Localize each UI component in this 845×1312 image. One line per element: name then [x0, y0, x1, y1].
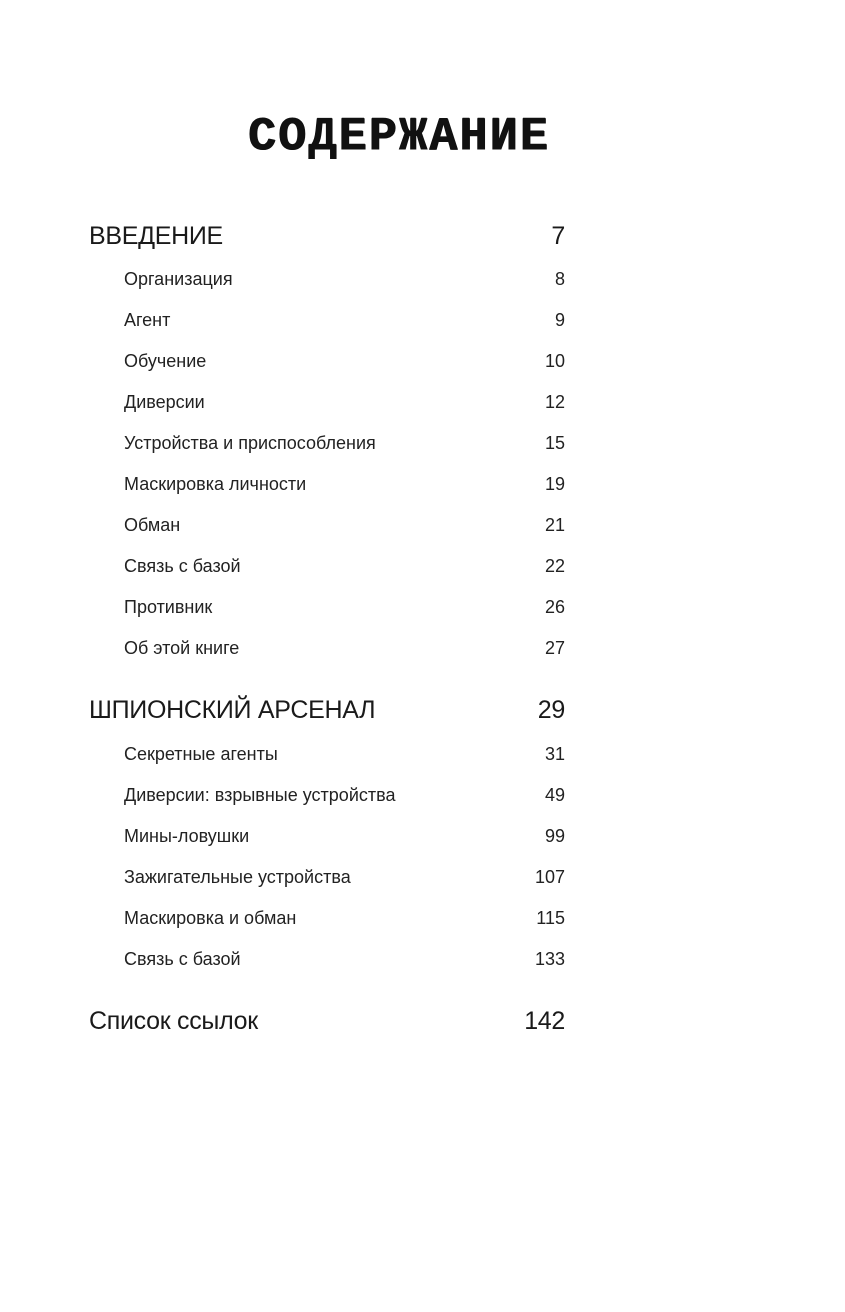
toc-entry[interactable] [0, 262, 845, 296]
toc-page-number: 10 [544, 351, 565, 371]
toc-entry[interactable] [0, 819, 845, 853]
toc-page-number: 12 [544, 392, 565, 412]
toc-entry[interactable] [0, 303, 845, 337]
toc-page-number: 15 [544, 433, 565, 453]
toc-part-intro[interactable] [0, 219, 845, 253]
toc-entry-label: Секретные агенты [124, 744, 278, 764]
toc-entry[interactable] [0, 426, 845, 460]
toc-entry-label: Диверсии: взрывные устройства [124, 785, 396, 805]
page-title: СОДЕРЖАНИЕ [248, 111, 551, 164]
toc-part-label: Список ссылок [89, 1007, 258, 1035]
toc-entry-label: Маскировка личности [124, 474, 307, 494]
toc-entry-label: Связь с базой [124, 556, 241, 576]
toc-entry[interactable] [0, 778, 845, 812]
toc-entry[interactable] [0, 549, 845, 583]
toc-page-number: 99 [544, 826, 565, 846]
toc-entry-label: Обман [124, 515, 181, 535]
toc-entry[interactable] [0, 737, 845, 771]
toc-entry[interactable] [0, 385, 845, 419]
toc-entry[interactable] [0, 942, 845, 976]
toc-page-number: 31 [544, 744, 565, 764]
toc-page-number: 107 [534, 867, 565, 887]
toc-page-number: 22 [544, 556, 565, 576]
toc-entry[interactable] [0, 901, 845, 935]
toc-entry[interactable] [0, 631, 845, 665]
toc-page-number: 21 [544, 515, 565, 535]
toc-entry-label: Об этой книге [124, 638, 240, 658]
toc-entry-label: Агент [124, 310, 171, 330]
toc-entry-label: Организация [124, 269, 233, 289]
toc-page-number: 142 [524, 1007, 565, 1035]
toc-part-label: ШПИОНСКИЙ АРСЕНАЛ [89, 696, 376, 724]
toc-entry[interactable] [0, 467, 845, 501]
toc-entry-label: Обучение [124, 351, 207, 371]
toc-entry-label: Зажигательные устройства [124, 867, 351, 887]
toc-entry[interactable] [0, 590, 845, 624]
toc-page-number: 115 [536, 908, 565, 928]
toc-entry[interactable] [0, 344, 845, 378]
toc-entry[interactable] [0, 860, 845, 894]
toc-page-number: 27 [544, 638, 565, 658]
toc-entry-label: Диверсии [124, 392, 205, 412]
toc-part-label: ВВЕДЕНИЕ [89, 222, 223, 250]
toc-page-number: 9 [554, 310, 565, 330]
toc-page-number: 29 [537, 696, 565, 724]
toc-part-arsenal[interactable] [0, 693, 845, 727]
toc-page-number: 8 [554, 269, 565, 289]
toc-page-number: 19 [544, 474, 565, 494]
toc-entry-label: Маскировка и обман [124, 908, 297, 928]
toc-entry-label: Устройства и приспособления [124, 433, 376, 453]
toc-entry-label: Связь с базой [124, 949, 241, 969]
toc-page-number: 26 [544, 597, 565, 617]
toc-entry-label: Противник [124, 597, 213, 617]
toc-page-number: 49 [544, 785, 565, 805]
toc-entry[interactable] [0, 508, 845, 542]
toc-entry-label: Мины-ловушки [124, 826, 250, 846]
toc-page-number: 7 [551, 222, 565, 250]
toc-page-number: 133 [534, 949, 565, 969]
toc-part-references[interactable] [0, 1004, 845, 1038]
